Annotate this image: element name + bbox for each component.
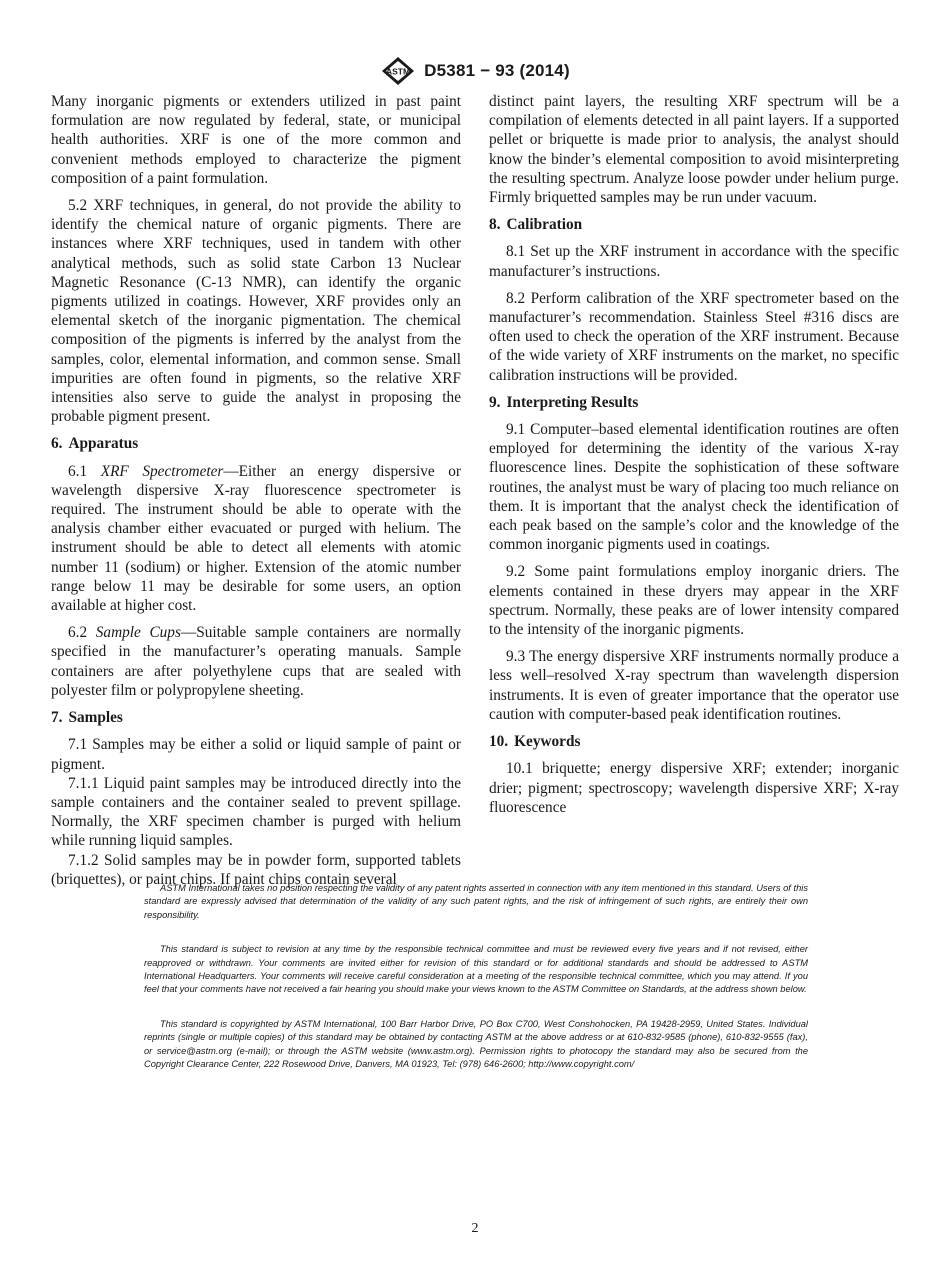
paragraph-7-1: 7.1 Samples may be either a solid or liquid sample of paint or pigment. [51,736,461,773]
section-heading-7 [51,708,461,727]
paragraph-5-1-continued: Many inorganic pigments or extenders utilized in past paint formulation are now regulated by federal, state, or municipal health authorities. XRF is one of the more common and convenient methods employed to characterize the pigment composition of a paint formulation. [51,93,461,187]
paragraph-8-2: 8.2 Perform calibration of the XRF spectrometer based on the manufacturer’s recommendation. Stainless Steel #316 discs are often used to check the operation of the XRF instrument. Because of the wide variety of XRF instruments on the market, no specific calibration instructions will be provided. [489,289,899,384]
paragraph-7-1-2: 7.1.2 Solid samples may be in powder form, supported tablets (briquettes), or paint chips. If paint chips contain several [51,851,461,888]
section-title: Keywords [514,733,581,751]
paragraph-9-3: 9.3 The energy dispersive XRF instruments normally produce a less well–resolved X-ray spectrum than wavelength dispersion instruments. It is even of greater importance that the operator use caution with computer-based peak identification routines. [489,648,899,723]
section-title: Samples [68,709,123,727]
legal-notices [144,882,808,1092]
section-heading-6 [51,434,461,453]
section-title: Calibration [506,216,583,234]
paragraph-6-1: 6.1 XRF Spectrometer—Either an energy dispersive or wavelength dispersive X-ray fluorescence spectrometer is required. The instrument should be able to operate with the analysis chamber either evacuated or purged with helium. The instrument should be able to detect all elements with atomic number 11 (sodium) or higher. Extension of the atomic number range below 11 may be desirable for some users, an option available at higher cost. [51,462,461,615]
term-sample-cups: Sample Cups [95,624,181,642]
section-title: Interpreting Results [506,393,639,411]
section-title: Apparatus [68,435,139,453]
section-number: 7. [51,709,63,727]
paragraph-8-1: 8.1 Set up the XRF instrument in accordance with the specific manufacturer’s instructions. [489,243,899,280]
paragraph-7-1-1: 7.1.1 Liquid paint samples may be introduced directly into the sample containers and the container sealed to prevent spillage. Normally, the XRF specimen chamber is purged with helium while running liquid samples. [51,774,461,850]
right-column [489,92,899,825]
astm-logo-icon [380,56,416,86]
section-heading-10 [489,732,899,751]
paragraph-9-1: 9.1 Computer–based elemental identification routines are often employed for determining the identity of the various X-ray fluorescence lines. Despite the sophistication of these software routines, the analyst must be wary of placing too much reliance on them. It is important that the analyst check the identification of each peak based on the sample’s color and the knowledge of the common inorganic pigments used in coatings. [489,421,899,554]
patent-notice: ASTM International takes no position respecting the validity of any patent rights asserted in connection with any item mentioned in this standard. Users of this standard are expressly advised that determination of the validity of any such patent rights, and the risk of infringement of such rights, are entirely their own responsibility. [144,883,808,920]
section-number: 8. [489,216,501,234]
astm-logo-text: ASTM [386,66,411,77]
paragraph-6-2: 6.2 Sample Cups—Suitable sample containers are normally specified in the manufacturer’s operating manuals. Sample containers are after polyethylene cups that are sealed with polyester film or polypropylene sheeting. [51,624,462,699]
section-number: 9. [489,393,501,411]
paragraph-5-2: 5.2 XRF techniques, in general, do not provide the ability to identify the chemical nature of organic pigments. There are instances where XRF techniques, used in tandem with other analytical methods, such as solid state Carbon 13 Nuclear Magnetic Resonance (C-13 NMR), can identify the organic pigments utilized in coatings. However, XRF provides only an elemental sketch of the inorganic pigmentation. The chemical composition of the pigments is inferred by the analyst from the samples, color, elemental information, and common sense. Small impurities are often found in pigments, so the relative XRF intensities also serve to guide the analyst in proposing the probable pigment present. [51,197,461,426]
copyright-notice: This standard is copyrighted by ASTM International, 100 Barr Harbor Drive, PO Box C700, West Conshohocken, PA 19428-2959, United States. Individual reprints (single or multiple copies) of this standard may be obtained by contacting ASTM at the above address or at 610-832-9585 (phone), 610-832-9555 (fax), or service@astm.org (e-mail); or through the ASTM website (www.astm.org). Permission rights to photocopy the standard may also be secured from the Copyright Clearance Center, 222 Rosewood Drive, Danvers, MA 01923, Tel: (978) 646-2600; http://www.copyright.com/ [144,1018,808,1070]
paragraph-10-1: 10.1 briquette; energy dispersive XRF; extender; inorganic drier; pigment; spectroscopy; wavelength dispersive XRF; X-ray fluorescence [489,760,899,816]
paragraph-7-1-2-continued: distinct paint layers, the resulting XRF spectrum will be a compilation of elements detected in all paint layers. If a supported pellet or briquette is made prior to analysis, the analyst should know the binder’s elemental composition to avoid misinterpreting the resulting spectrum. Analyze loose powder under helium purge. Firmly briquetted samples may be run under vacuum. [489,93,899,207]
page-header [0,56,950,86]
revision-notice: This standard is subject to revision at any time by the responsible technical committee and must be reviewed every five years and if not revised, either reapproved or withdrawn. Your comments are invited either for revision of this standard or for additional standards and should be addressed to ASTM International Headquarters. Your comments will receive careful consideration at a meeting of the responsible technical committee, which you may attend. If you feel that your comments have not received a fair hearing you should make your views known to the ASTM Committee on Standards, at the address shown below. [144,944,808,995]
section-heading-8 [489,215,899,234]
page-number: 2 [471,1221,479,1236]
standard-designation: D5381 − 93 (2014) [424,61,570,80]
section-number: 6. [51,435,63,453]
paragraph-9-2: 9.2 Some paint formulations employ inorganic driers. The elements contained in these dryers may appear in the XRF spectrum. Normally, these peaks are of lower intensity compared to the intensity of the inorganic pigments. [489,563,899,639]
left-column [51,92,461,889]
term-xrf-spectrometer: XRF Spectrometer [100,462,224,480]
section-number: 10. [489,733,509,751]
section-heading-9 [489,393,899,412]
